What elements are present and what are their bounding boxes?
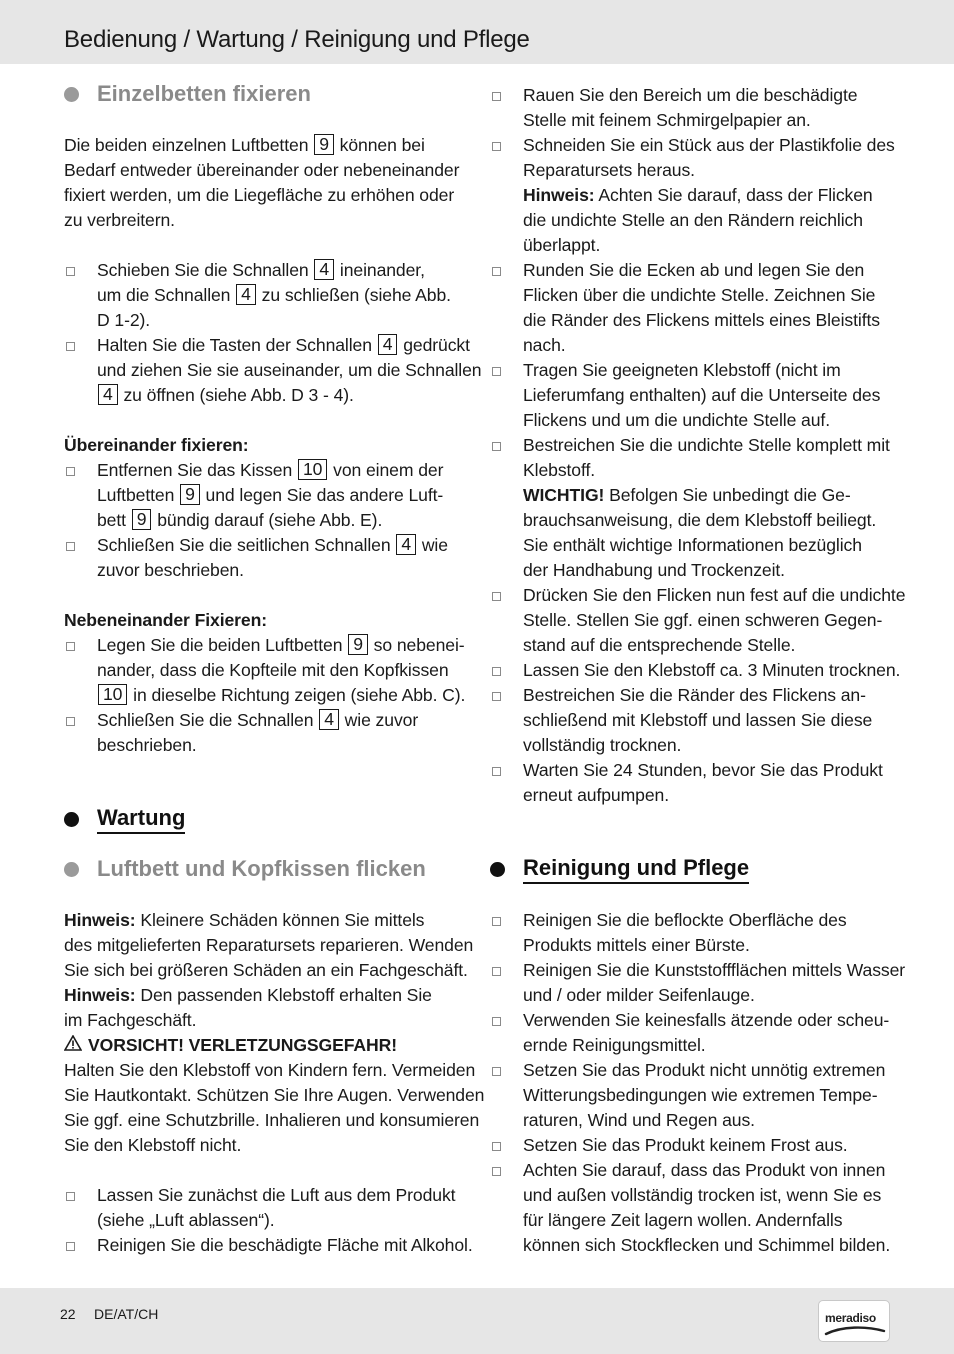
- list-item: ernde Reinigungsmittel.: [523, 1035, 706, 1055]
- checkbox-bullet-icon: [492, 1067, 501, 1076]
- list-item: Reinigen Sie die Kunststoffflächen mittels Wasser: [523, 960, 906, 980]
- bullet-dot-icon: [64, 87, 79, 102]
- subheading-nebeneinander: Nebeneinander Fixieren:: [64, 610, 268, 630]
- list-item-note: WICHTIG! Befolgen Sie unbedingt die Ge-: [523, 485, 851, 505]
- bullet-dot-icon: [490, 862, 505, 877]
- bullet-dot-icon: [64, 862, 79, 877]
- intro-line: zu verbreitern.: [64, 210, 175, 230]
- list-item: Luftbetten 9 und legen Sie das andere Luft-: [97, 484, 444, 505]
- paragraph-line: im Fachgeschäft.: [64, 1010, 197, 1030]
- list-item: Schließen Sie die seitlichen Schnallen 4 wie: [97, 534, 448, 555]
- list-item: Warten Sie 24 Stunden, bevor Sie das Produkt: [523, 760, 883, 780]
- list-item: Schneiden Sie ein Stück aus der Plastikfolie des: [523, 135, 895, 155]
- checkbox-bullet-icon: [66, 1192, 75, 1201]
- checkbox-bullet-icon: [492, 142, 501, 151]
- checkbox-bullet-icon: [492, 1142, 501, 1151]
- list-item: zuvor beschrieben.: [97, 560, 244, 580]
- list-item: Flickens und um die undichte Stelle auf.: [523, 410, 831, 430]
- list-item-note: Hinweis: Achten Sie darauf, dass der Flicken: [523, 185, 873, 205]
- ref-box-4: 4: [319, 709, 339, 730]
- checkbox-bullet-icon: [66, 642, 75, 651]
- list-item: Verwenden Sie keinesfalls ätzende oder scheu-: [523, 1010, 890, 1030]
- logo-swoosh-icon: [824, 1325, 886, 1337]
- list-item: schließend mit Klebstoff und lassen Sie diese: [523, 710, 873, 730]
- ref-box-10: 10: [98, 684, 127, 705]
- paragraph-line: Sie ggf. eine Schutzbrille. Inhalieren und konsumieren: [64, 1110, 480, 1130]
- list-item: Klebstoff.: [523, 460, 596, 480]
- paragraph-line: Sie Hautkontakt. Schützen Sie Ihre Augen. Verwenden: [64, 1085, 485, 1105]
- page-header: [0, 0, 954, 64]
- list-item: D 1-2).: [97, 310, 151, 330]
- intro-line: Die beiden einzelnen Luftbetten 9 können bei: [64, 134, 425, 155]
- list-item: und außen vollständig trocken ist, wenn Sie es: [523, 1185, 882, 1205]
- list-item: Achten Sie darauf, dass das Produkt von innen: [523, 1160, 886, 1180]
- list-item: 10 in dieselbe Richtung zeigen (siehe Abb. C).: [97, 683, 465, 708]
- checkbox-bullet-icon: [492, 767, 501, 776]
- country-codes: DE/AT/CH: [94, 1306, 159, 1322]
- list-item: Produkts mittels einer Bürste.: [523, 935, 750, 955]
- paragraph-line: Halten Sie den Klebstoff von Kindern fern. Vermeiden: [64, 1060, 476, 1080]
- list-item: nach.: [523, 335, 566, 355]
- list-item: Drücken Sie den Flicken nun fest auf die undichte: [523, 585, 906, 605]
- list-item: Bestreichen Sie die undichte Stelle komplett mit: [523, 435, 890, 455]
- checkbox-bullet-icon: [492, 592, 501, 601]
- page-title: Bedienung / Wartung / Reinigung und Pflege: [64, 26, 530, 53]
- list-item: Setzen Sie das Produkt keinem Frost aus.: [523, 1135, 848, 1155]
- list-item-note: überlappt.: [523, 235, 601, 255]
- intro-line: Bedarf entweder übereinander oder nebeneinander: [64, 160, 460, 180]
- list-item: und / oder milder Seifenlauge.: [523, 985, 755, 1005]
- list-item: Witterungsbedingungen wie extremen Tempe-: [523, 1085, 878, 1105]
- list-item: können sich Stockflecken und Schimmel bilden.: [523, 1235, 891, 1255]
- list-item: um die Schnallen 4 zu schließen (siehe Abb.: [97, 284, 451, 305]
- list-item: vollständig trocknen.: [523, 735, 682, 755]
- list-item: Reinigen Sie die beflockte Oberfläche des: [523, 910, 847, 930]
- list-item: Legen Sie die beiden Luftbetten 9 so nebenei-: [97, 634, 465, 655]
- list-item: die Ränder des Flickens mittels eines Bleistifts: [523, 310, 880, 330]
- warning-line: VORSICHT! VERLETZUNGSGEFAHR!: [64, 1033, 397, 1058]
- page-number: 22: [60, 1306, 76, 1322]
- logo-text: meradiso: [825, 1311, 876, 1325]
- list-item: Stelle. Stellen Sie ggf. einen schweren Gegen-: [523, 610, 883, 630]
- list-item: Schieben Sie die Schnallen 4 ineinander,: [97, 259, 425, 280]
- checkbox-bullet-icon: [66, 342, 75, 351]
- list-item-note: brauchsanweisung, die dem Klebstoff beiliegt.: [523, 510, 877, 530]
- checkbox-bullet-icon: [66, 467, 75, 476]
- list-item: Lassen Sie zunächst die Luft aus dem Produkt: [97, 1185, 456, 1205]
- list-item: Halten Sie die Tasten der Schnallen 4 gedrückt: [97, 334, 470, 355]
- ref-box-9: 9: [314, 134, 334, 155]
- checkbox-bullet-icon: [492, 967, 501, 976]
- checkbox-bullet-icon: [492, 667, 501, 676]
- list-item: bett 9 bündig darauf (siehe Abb. E).: [97, 509, 383, 530]
- paragraph-line: Sie den Klebstoff nicht.: [64, 1135, 242, 1155]
- list-item: Entfernen Sie das Kissen 10 von einem der: [97, 459, 444, 480]
- paragraph-line: Sie sich bei größeren Schäden an ein Fachgeschäft.: [64, 960, 468, 980]
- list-item: Lieferumfang enthalten) auf die Unterseite des: [523, 385, 881, 405]
- ref-box-9: 9: [132, 509, 152, 530]
- ref-box-4: 4: [98, 384, 118, 405]
- paragraph-line: des mitgelieferten Reparatursets reparieren. Wenden: [64, 935, 474, 955]
- list-item: Bestreichen Sie die Ränder des Flickens an-: [523, 685, 866, 705]
- paragraph-line: Hinweis: Kleinere Schäden können Sie mittels: [64, 910, 425, 930]
- checkbox-bullet-icon: [492, 367, 501, 376]
- checkbox-bullet-icon: [66, 542, 75, 551]
- list-item: für längere Zeit lagern wollen. Andernfalls: [523, 1210, 843, 1230]
- checkbox-bullet-icon: [66, 1242, 75, 1251]
- checkbox-bullet-icon: [66, 717, 75, 726]
- warning-triangle-icon: [64, 1033, 82, 1058]
- list-item-note: der Handhabung und Trockenzeit.: [523, 560, 785, 580]
- list-item: 4 zu öffnen (siehe Abb. D 3 - 4).: [97, 383, 354, 408]
- ref-box-10: 10: [298, 459, 327, 480]
- checkbox-bullet-icon: [492, 1167, 501, 1176]
- checkbox-bullet-icon: [492, 267, 501, 276]
- checkbox-bullet-icon: [492, 917, 501, 926]
- checkbox-bullet-icon: [492, 692, 501, 701]
- intro-line: fixiert werden, um die Liegefläche zu erhöhen oder: [64, 185, 455, 205]
- list-item: und ziehen Sie sie auseinander, um die Schnallen: [97, 360, 482, 380]
- list-item: Runden Sie die Ecken ab und legen Sie den: [523, 260, 865, 280]
- ref-box-4: 4: [396, 534, 416, 555]
- ref-box-4: 4: [314, 259, 334, 280]
- list-item: Reinigen Sie die beschädigte Fläche mit Alkohol.: [97, 1235, 473, 1255]
- list-item: beschrieben.: [97, 735, 197, 755]
- list-item-note: die undichte Stelle an den Rändern reichlich: [523, 210, 863, 230]
- list-item: Stelle mit feinem Schmirgelpapier an.: [523, 110, 811, 130]
- brand-logo: [818, 1300, 890, 1342]
- ref-box-4: 4: [378, 334, 398, 355]
- list-item: stand auf die entsprechende Stelle.: [523, 635, 796, 655]
- subheading-uebereinander: Übereinander fixieren:: [64, 435, 249, 455]
- list-item: Reparatursets heraus.: [523, 160, 695, 180]
- checkbox-bullet-icon: [66, 267, 75, 276]
- ref-box-9: 9: [180, 484, 200, 505]
- checkbox-bullet-icon: [492, 92, 501, 101]
- checkbox-bullet-icon: [492, 1017, 501, 1026]
- list-item: Flicken über die undichte Stelle. Zeichnen Sie: [523, 285, 876, 305]
- list-item: Tragen Sie geeigneten Klebstoff (nicht im: [523, 360, 841, 380]
- list-item: Schließen Sie die Schnallen 4 wie zuvor: [97, 709, 419, 730]
- page-footer: [0, 1288, 954, 1354]
- list-item-note: Sie enthält wichtige Informationen bezüglich: [523, 535, 862, 555]
- list-item: nander, dass die Kopfteile mit den Kopfkissen: [97, 660, 449, 680]
- list-item: Setzen Sie das Produkt nicht unnötig extremen: [523, 1060, 886, 1080]
- checkbox-bullet-icon: [492, 442, 501, 451]
- bullet-dot-icon: [64, 812, 79, 827]
- ref-box-9: 9: [348, 634, 368, 655]
- list-item: Lassen Sie den Klebstoff ca. 3 Minuten trocknen.: [523, 660, 901, 680]
- list-item: erneut aufpumpen.: [523, 785, 670, 805]
- list-item: Rauen Sie den Bereich um die beschädigte: [523, 85, 858, 105]
- ref-box-4: 4: [236, 284, 256, 305]
- paragraph-line: Hinweis: Den passenden Klebstoff erhalten Sie: [64, 985, 432, 1005]
- list-item: raturen, Wind und Regen aus.: [523, 1110, 755, 1130]
- list-item: (siehe „Luft ablassen“).: [97, 1210, 275, 1230]
